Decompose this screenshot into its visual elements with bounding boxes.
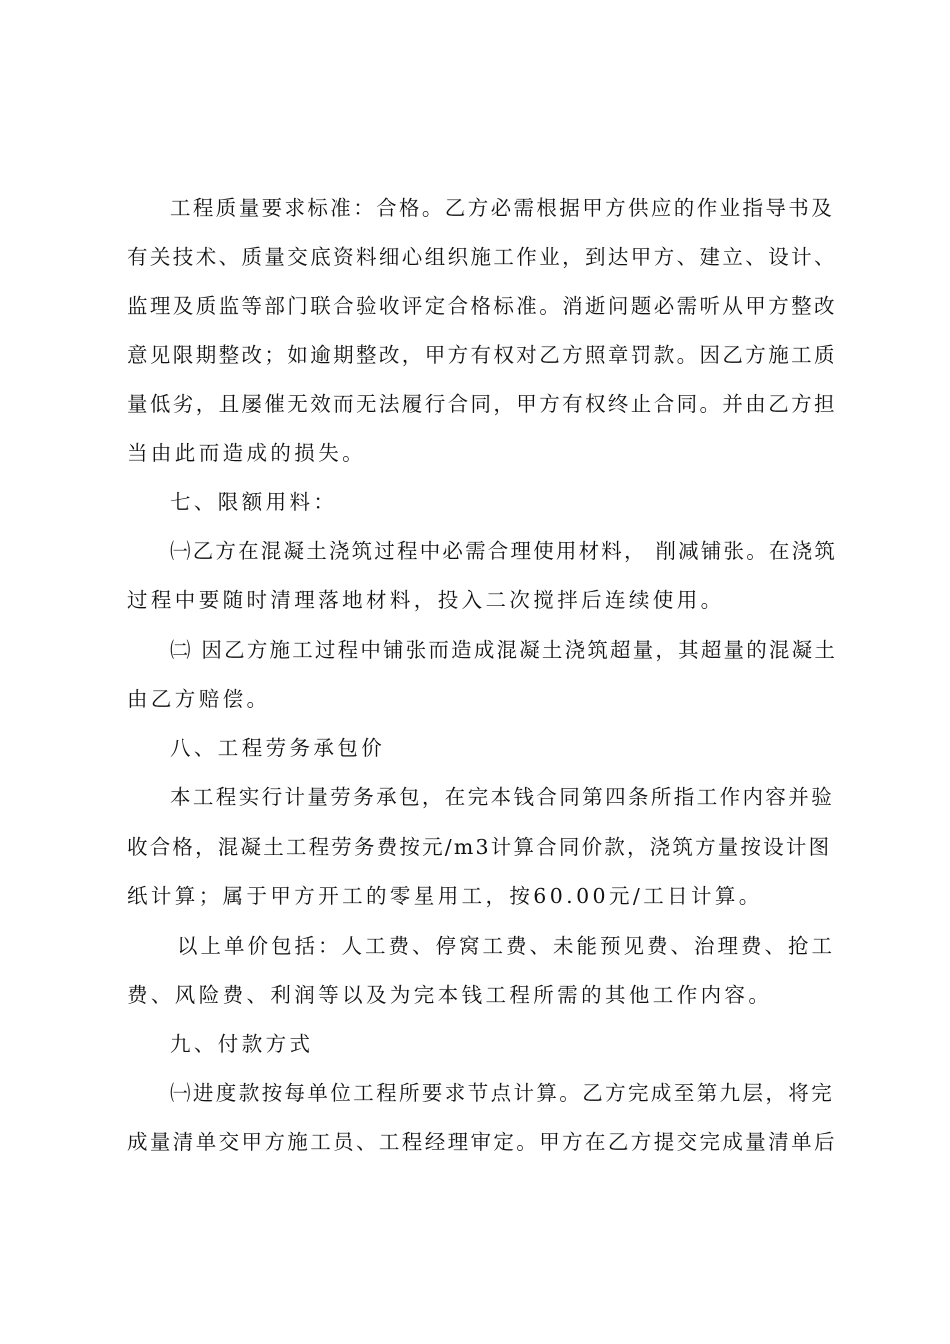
- paragraph-line: 当由此而造成的损失。: [127, 441, 366, 465]
- section-heading: 九、付款方式: [170, 1032, 314, 1056]
- paragraph-line: 纸计算；属于甲方开工的零星用工，按60.00元/工日计算。: [127, 884, 763, 908]
- section-heading: 八、工程劳务承包价: [170, 736, 386, 760]
- section-heading: 七、限额用料：: [170, 490, 338, 514]
- paragraph-line: 本工程实行计量劳务承包，在完本钱合同第四条所指工作内容并验: [170, 785, 835, 809]
- paragraph-line: 量低劣，且屡催无效而无法履行合同，甲方有权终止合同。并由乙方担: [127, 392, 837, 416]
- paragraph-line: 成量清单交甲方施工员、工程经理审定。甲方在乙方提交完成量清单后: [127, 1130, 837, 1154]
- paragraph-line: ㈠进度款按每单位工程所要求节点计算。乙方完成至第九层，将完: [170, 1081, 835, 1105]
- paragraph-line: 有关技术、质量交底资料细心组织施工作业，到达甲方、建立、设计、: [127, 245, 837, 269]
- paragraph-line: 过程中要随时清理落地材料，投入二次搅拌后连续使用。: [127, 588, 725, 612]
- paragraph-line: 由乙方赔偿。: [127, 687, 271, 711]
- paragraph-line: 意见限期整改；如逾期整改，甲方有权对乙方照章罚款。因乙方施工质: [127, 343, 837, 367]
- paragraph-line: 监理及质监等部门联合验收评定合格标准。消逝问题必需听从甲方整改: [127, 294, 837, 318]
- paragraph-line: 以上单价包括：人工费、停窝工费、未能预见费、治理费、抢工: [177, 934, 835, 958]
- paragraph-line: ㈡ 因乙方施工过程中铺张而造成混凝土浇筑超量，其超量的混凝土: [170, 638, 838, 662]
- paragraph-line: 费、风险费、利润等以及为完本钱工程所需的其他工作内容。: [127, 983, 773, 1007]
- paragraph-line: 收合格，混凝土工程劳务费按元/m3计算合同价款，浇筑方量按设计图: [127, 835, 832, 859]
- paragraph-line: 工程质量要求标准：合格。乙方必需根据甲方供应的作业指导书及: [170, 196, 835, 220]
- paragraph-line: ㈠乙方在混凝土浇筑过程中必需合理使用材料， 削减铺张。在浇筑: [170, 539, 838, 563]
